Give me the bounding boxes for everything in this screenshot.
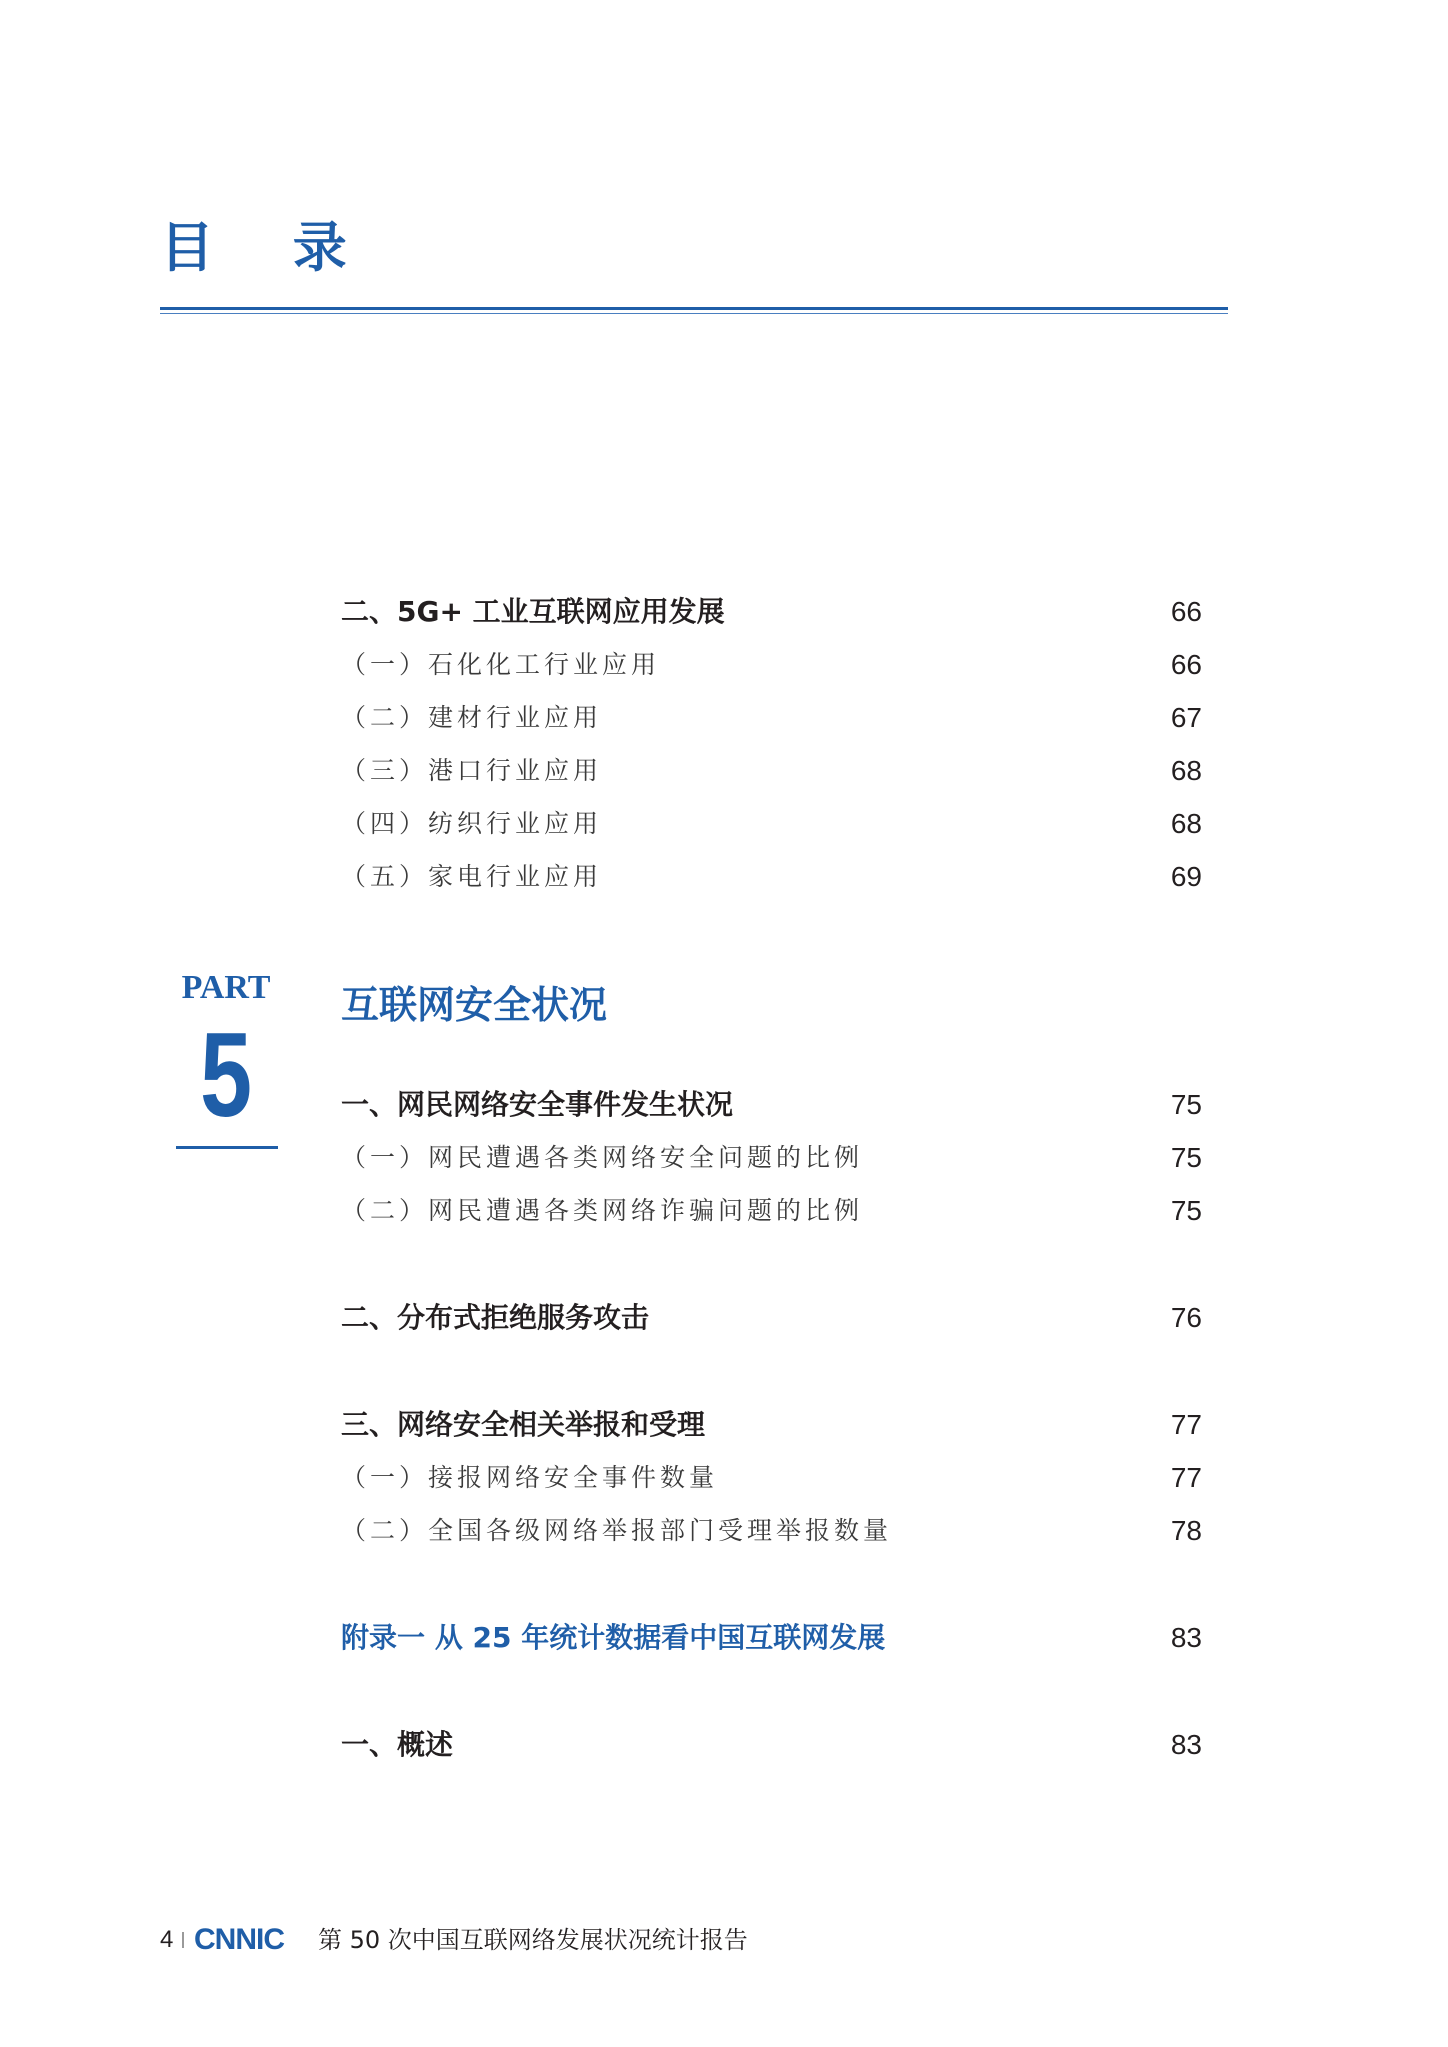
toc-entry[interactable] — [341, 1400, 1202, 1450]
footer-page-number: 4 — [160, 1926, 174, 1953]
toc-entry-label: （二）网民遭遇各类网络诈骗问题的比例 — [341, 1196, 864, 1225]
toc-entry-page: 66 — [1170, 649, 1202, 680]
toc-entry-page: 67 — [1170, 702, 1202, 733]
toc-entry-label: （五）家电行业应用 — [341, 862, 603, 891]
appendix-page: 83 — [1170, 1622, 1202, 1653]
toc-entry-label: （二）建材行业应用 — [341, 703, 603, 732]
toc-entry-label: 一、网民网络安全事件发生状况 — [341, 1088, 734, 1121]
toc-entry[interactable] — [341, 587, 1202, 637]
toc-entry[interactable] — [341, 746, 1202, 796]
toc-entry-page: 76 — [1170, 1302, 1202, 1333]
part-rule — [176, 1146, 278, 1149]
toc-entry[interactable] — [341, 1293, 1202, 1343]
toc-entry[interactable] — [341, 1133, 1202, 1183]
part-number: 5 — [199, 1008, 253, 1142]
toc-entry[interactable] — [341, 1453, 1202, 1503]
toc-entry-page: 83 — [1170, 1729, 1202, 1760]
toc-entry-label: 三、网络安全相关举报和受理 — [341, 1408, 706, 1441]
toc-entry[interactable] — [341, 1506, 1202, 1556]
toc-entry[interactable] — [341, 799, 1202, 849]
toc-entry[interactable] — [341, 852, 1202, 902]
footer-separator — [182, 1932, 184, 1948]
toc-entry-page: 77 — [1170, 1462, 1202, 1493]
toc-entry-page: 68 — [1170, 755, 1202, 786]
toc-entry-page: 68 — [1170, 808, 1202, 839]
toc-entry-label: 二、5G+ 工业互联网应用发展 — [341, 595, 725, 628]
toc-entry-label: （一）接报网络安全事件数量 — [341, 1463, 719, 1492]
toc-entry[interactable] — [341, 693, 1202, 743]
toc-entry-label: 一、概述 — [341, 1728, 454, 1761]
cnnic-logo: CNNIC — [194, 1923, 284, 1956]
section-title[interactable]: 互联网安全状况 — [341, 983, 608, 1027]
toc-entry-page: 75 — [1170, 1089, 1202, 1120]
toc-entry-label: （一）石化化工行业应用 — [341, 650, 661, 679]
toc-entry-page: 77 — [1170, 1409, 1202, 1440]
footer-report-title: 第 50 次中国互联网络发展状况统计报告 — [318, 1926, 748, 1954]
toc-entry[interactable] — [341, 1720, 1202, 1770]
toc-entry-page: 66 — [1170, 596, 1202, 627]
appendix-entry[interactable] — [341, 1613, 1202, 1663]
toc-entry-label: 二、分布式拒绝服务攻击 — [341, 1301, 650, 1334]
toc-entry-page: 75 — [1170, 1195, 1202, 1226]
toc-entry-label: （四）纺织行业应用 — [341, 809, 603, 838]
title-rule-thin — [160, 313, 1228, 314]
toc-entry-label: （二）全国各级网络举报部门受理举报数量 — [341, 1516, 893, 1545]
part-label: PART — [181, 969, 271, 1006]
toc-entry-label: （三）港口行业应用 — [341, 756, 603, 785]
toc-entry[interactable] — [341, 1080, 1202, 1130]
toc-entry[interactable] — [341, 640, 1202, 690]
toc-entry-page: 78 — [1170, 1515, 1202, 1546]
toc-entry-label: （一）网民遭遇各类网络安全问题的比例 — [341, 1143, 864, 1172]
toc-entry-page: 69 — [1170, 861, 1202, 892]
title-rule-thick — [160, 307, 1228, 310]
toc-entry-page: 75 — [1170, 1142, 1202, 1173]
toc-entry[interactable] — [341, 1186, 1202, 1236]
page-title: 目 录 — [160, 216, 377, 279]
appendix-label: 附录一 从 25 年统计数据看中国互联网发展 — [341, 1621, 886, 1654]
